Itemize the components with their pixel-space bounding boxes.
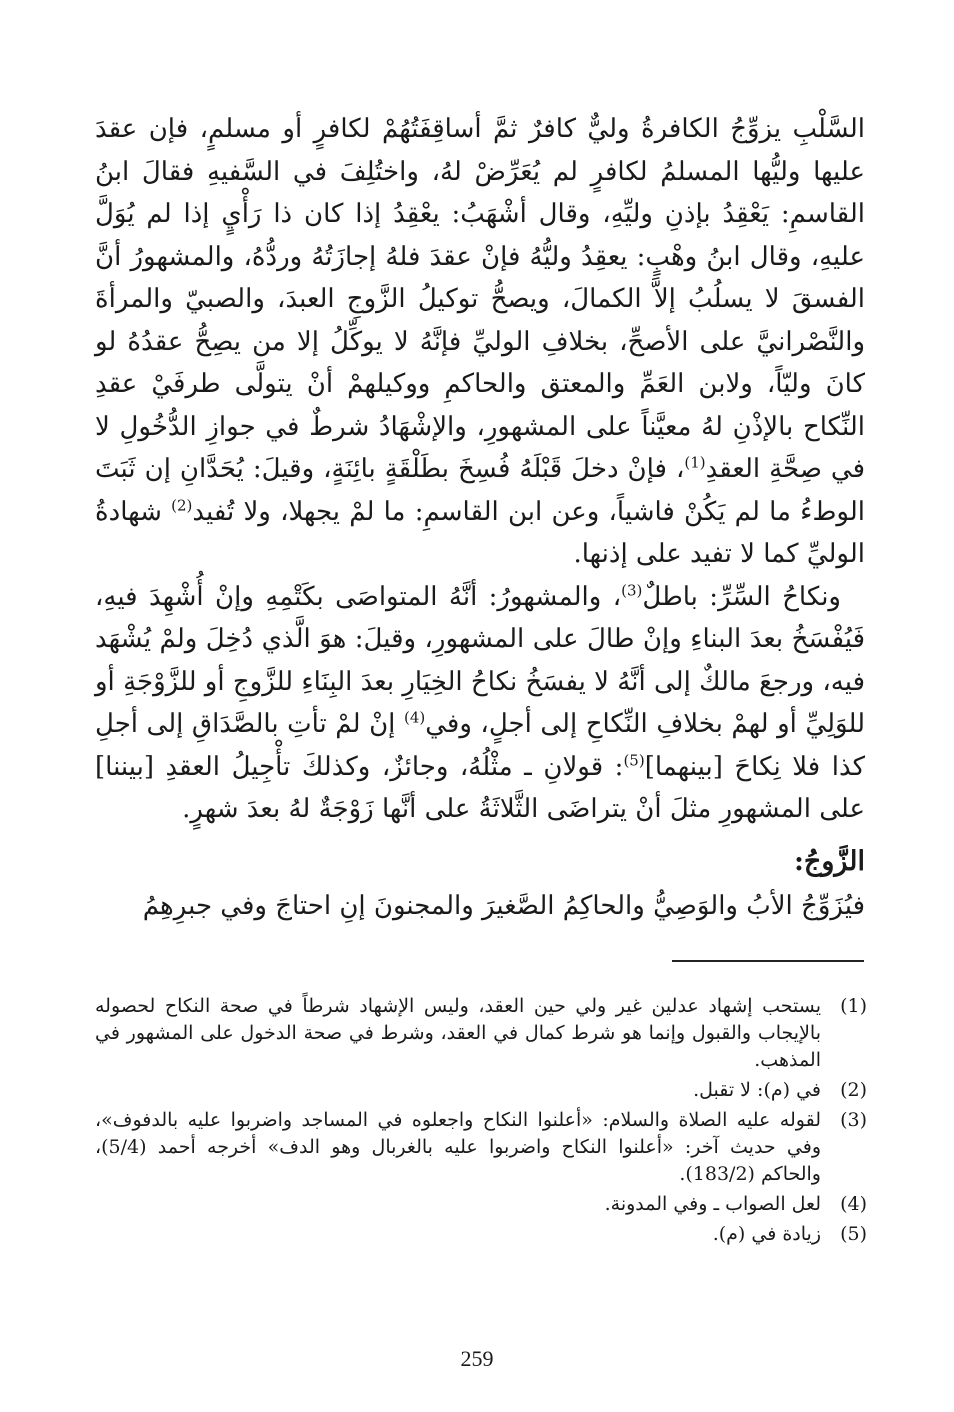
footnote-text: لعل الصواب ـ وفي المدونة.: [604, 1193, 821, 1215]
footnote-text: في (م): لا تقبل.: [693, 1079, 821, 1101]
footnote-ref-3[interactable]: (3): [621, 580, 643, 599]
footnote-number: (2): [840, 1079, 867, 1101]
section-heading: الزَّوجُ:: [793, 845, 865, 877]
footnote: [95, 1191, 867, 1218]
footnote-number: (4): [840, 1193, 867, 1215]
page-number: 259: [460, 1346, 494, 1371]
paragraph-2-text-d: : قولانِ ـ مثْلُهُ، وجائزٌ، وكذلكَ تأْجِيلُ العقدِ [بيننا] على المشهورِ مثلَ أنْ يتراضَى الثَّلاثَةُ على أنَّها زَوْجَةٌ لهُ بعدَ شهرٍ.: [95, 751, 865, 824]
paragraph-1-text-c: شهادةُ الوليِّ كما لا تفيد على إذنها.: [95, 496, 865, 569]
footnote: [95, 1077, 867, 1104]
paragraph-1: [95, 108, 865, 576]
footnote-number: (3): [840, 1109, 867, 1131]
footnote-ref-5[interactable]: (5): [623, 750, 645, 769]
footnote-text: لقوله عليه الصلاة والسلام: «أعلنوا النكاح واجعلوه في المساجد واضربوا عليه بالدفوف»، وفي حديث آخر: «أعلنوا النكاح واضربوا عليه بالغربال وهو الدف» أخرجه أحمد (5/4)، والحاكم (183/2).: [95, 1109, 821, 1185]
paragraph-2-text-b: ، والمشهورُ: أنَّهُ المتواصَى بكَتْمِهِ وإنْ أُشْهِدَ فيهِ، فَيُفْسَخُ بعدَ البناءِ وإنْ طالَ على المشهورِ، وقيلَ: هوَ الَّذي دُخِلَ ولمْ يُشْهَد فيه، ورجعَ مالكٌ إلى أنَّهُ لا يفسَخُ نكاحُ الخِيَارِ بعدَ البِنَاءِ للزَّوجِ أو للزَّوْجَةِ أو للوَلِيِّ أو لهمْ بخلافِ النِّكاحِ إلى أجلٍ، وفي: [95, 581, 865, 739]
footnote-ref-2[interactable]: (2): [171, 495, 193, 514]
paragraph-1-text-b: ، فإنْ دخلَ قَبْلَهُ فُسِخَ بطَلْقَةٍ بائِنَةٍ، وقيلَ: يُحَدَّانِ إن ثَبَتَ الوطءُ ما لم يَكُنْ فاشياً، وعن ابن القاسمِ: ما لمْ يجهلا، ولا تُفيد: [95, 454, 865, 527]
paragraph-3: فيُزَوِّجُ الأبُ والوَصِيُّ والحاكِمُ الصَّغيرَ والمجنونَ إنِ احتاجَ وفي جبرِهِمُ: [142, 891, 865, 921]
footnote-text: يستحب إشهاد عدلين غير ولي حين العقد، وليس الإشهاد شرطاً في صحة النكاح لحصوله بالإيجاب والقبول وإنما هو شرط كمال في العقد، وشرط في صحة الدخول على المشهور في المذهب.: [95, 995, 821, 1071]
paragraph-2: [95, 576, 865, 831]
footnote-ref-4[interactable]: (4): [403, 708, 426, 727]
footnote-ref-1[interactable]: (1): [684, 453, 706, 472]
footnote-number: (1): [840, 995, 867, 1017]
paragraph-2-text-c: إنْ لمْ تأتِ بالصَّدَاقِ إلى أجلِ كذا فلا نِكاحَ [بينهما]: [95, 709, 865, 782]
main-text: [95, 108, 865, 928]
footnote-text: زيادة في (م).: [712, 1223, 821, 1245]
footnote-divider: [672, 960, 864, 962]
footnote: [95, 1221, 867, 1248]
footnote-number: (5): [840, 1223, 867, 1245]
paragraph-1-text: السَّلْبِ يزوِّجُ الكافرةُ وليٌّ كافرٌ ثمَّ أساقِفَتُهُمْ لكافرٍ أو مسلمٍ، فإن عقدَ عليها وليُّها المسلمُ لكافرٍ لم يُعَرِّضْ لهُ، واختُلِفَ في السَّفيهِ فقالَ ابنُ القاسمِ: يَعْقِدُ بإذنِ وليِّهِ، وقال أشْهَبُ: يعْقِدُ إذا كان ذا رَأْيٍ إذا لم يُوَلَّ عليهِ، وقال ابنُ وهْبٍ: يعقِدُ وليُّهُ فإنْ عقدَ فلهُ إجازَتُهُ وردُّهُ، والمشهورُ أنَّ الفسقَ لا يسلُبُ إلاَّ الكمالَ، ويصحُّ توكيلُ الزَّوجِ العبدَ، والصبيّ والمرأةَ والنَّصْرانيَّ على الأصحِّ، بخلافِ الوليِّ فإنَّهُ لا يوكِّلُ إلا من يصِحُّ عقدُهُ لو كانَ وليّاً، ولابن العَمِّ والمعتق والحاكمِ ووكيلهمْ أنْ يتولَّى طرفَيْ عقدِ النِّكاح بالإذْنِ لهُ معيَّناً على المشهورِ، والإشْهَادُ شرطٌ في جوازِ الدُّخُولِ لا في صِحَّةِ العقدِ: [95, 114, 865, 484]
footnote: [95, 993, 867, 1074]
footnote: [95, 1107, 867, 1188]
paragraph-2-text-a: ونكاحُ السِّرِّ: باطلٌ: [642, 581, 841, 612]
footnotes: [95, 993, 867, 1251]
